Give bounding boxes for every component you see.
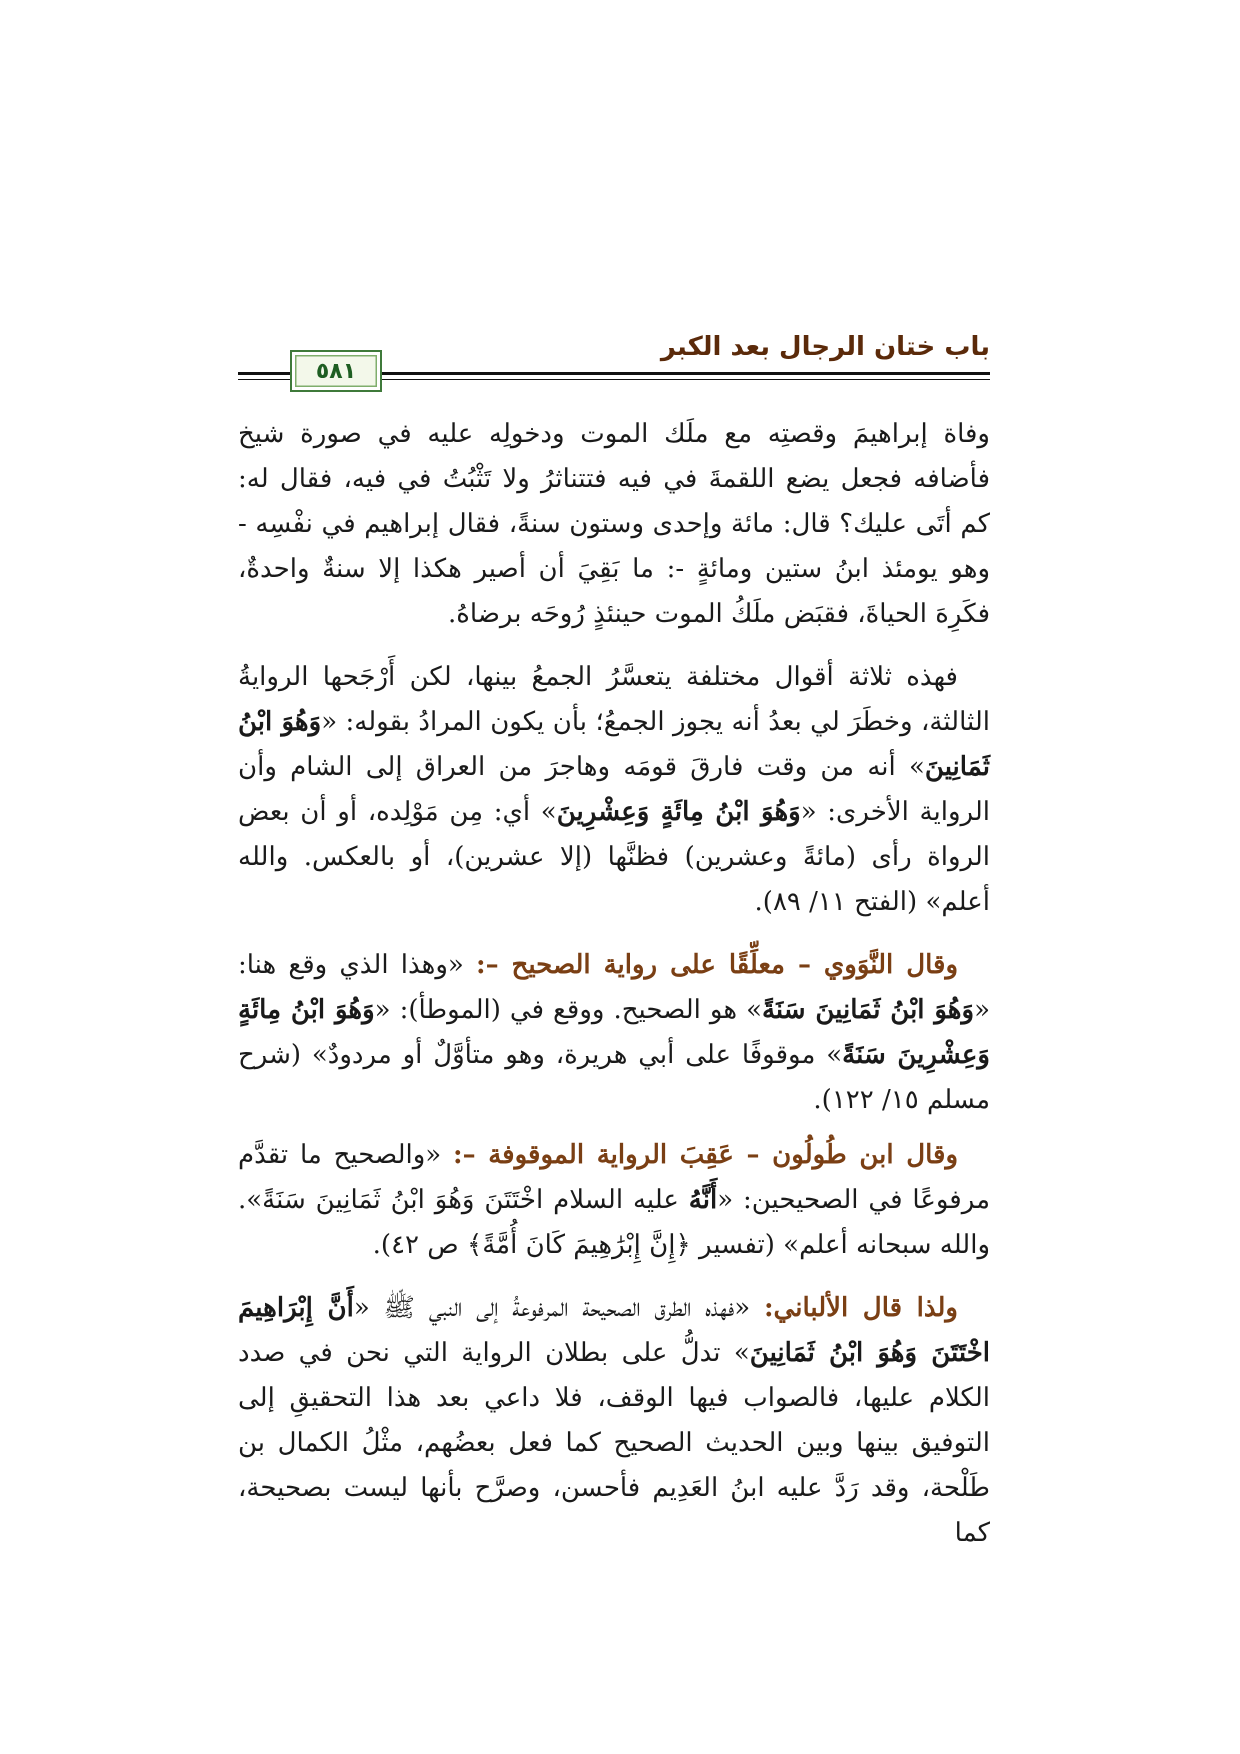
paragraph-2 [238, 655, 990, 925]
albani-heading: ولذا قال الألباني: [763, 1293, 958, 1323]
hadith-quote: أَنَّهُ [688, 1185, 718, 1215]
hadith-quote: وَهُوَ ابْنُ مِائَةٍ وَعِشْرِينَ [556, 797, 801, 827]
paragraph-4-text-2: عليه السلام اخْتَتَنَ وَهُوَ ابْنُ ثَمَانِينَ سَنَةً». والله سبحانه أعلم» (تفسير ﴿إِنَّ إِبْرَٰهِيمَ كَانَ أُمَّةً﴾ ص ٤٢). [238, 1185, 990, 1260]
chapter-title: باب ختان الرجال بعد الكبر [660, 332, 990, 362]
paragraph-1: وفاة إبراهيمَ وقصتِه مع ملَك الموت ودخولِه عليه في صورة شيخ فأضافه فجعل يضع اللقمةَ في فيه فتتناثرُ ولا تَثْبُتُ في فيه، فقال له: كم أتَى عليك؟ قال: مائة وإحدى وستون سنةً، فقال إبراهيم في نفْسِه - وهو يومئذ ابنُ ستين ومائةٍ -: ما بَقِيَ أن أصير هكذا إلا سنةٌ واحدةٌ، فكَرِهَ الحياةَ، فقبَض ملَكُ الموت حينئذٍ رُوحَه برضاهُ. [238, 419, 990, 629]
hadith-quote: وَهُوَ ابْنُ ثَمَانِينَ [238, 707, 990, 782]
page-body [238, 412, 990, 1556]
paragraph-5-text-2: » تدلُّ على بطلان الرواية التي نحن في صدد الكلام عليها، فالصواب فيها الوقف، فلا داعي بعد هذا التحقيقِ إلى التوفيق بينها وبين الحديث الصحيح كما فعل بعضُهم، مثْلُ الكمال بن طَلْحة، وقد رَدَّ عليه ابنُ العَدِيم فأحسن، وصرَّح بأنها ليست بصحيحة، كما [238, 1338, 990, 1548]
hadith-quote: وَهُوَ ابْنُ مِائَةٍ وَعِشْرِينَ سَنَةً [238, 995, 990, 1070]
page-number: ٥٨١ [315, 358, 357, 384]
paragraph-3-text-2: » هو الصحيح. ووقع في (الموطأ): « [374, 995, 762, 1025]
paragraph-2-text-2: » أنه من وقت فارقَ قومَه وهاجرَ من العراق إلى الشام وأن الرواية الأخرى: « [238, 752, 991, 827]
paragraph-5-text-1: «فهذه الطرق الصحيحة المرفوعةُ إلى النبي ﷺ « [353, 1293, 764, 1323]
page-number-badge [290, 350, 382, 392]
hadith-quote: وَهُوَ ابْنُ ثَمَانِينَ سَنَةً [761, 995, 975, 1025]
paragraph-3-text-3: » موقوفًا على أبي هريرة، وهو متأوَّلٌ أو مردودٌ» (شرح مسلم ١٥/ ١٢٢). [238, 1040, 990, 1115]
nawawi-heading: وقال النَّوَوي – معلِّقًا على رواية الصحيح –: [475, 950, 958, 980]
paragraph-4-text-1: «والصحيح ما تقدَّم مرفوعًا في الصحيحين: « [238, 1140, 990, 1215]
paragraph-3-text-1: «وهذا الذي وقع هنا: « [238, 950, 990, 1025]
paragraph-5 [238, 1286, 990, 1556]
paragraph-2-text-3: » أي: مِن مَوْلِده، أو أن بعض الرواة رأى (مائةً وعشرين) فظنَّها (إلا عشرين)، أو بالعكس. والله أعلم» (الفتح ١١/ ٨٩). [238, 797, 990, 917]
paragraph-2-text-1: فهذه ثلاثة أقوال مختلفة يتعسَّرُ الجمعُ بينها، لكن أَرْجَحها الروايةُ الثالثة، وخطَرَ لي بعدُ أنه يجوز الجمعُ؛ بأن يكون المرادُ بقوله: « [238, 662, 990, 737]
paragraph-4 [238, 1133, 990, 1268]
paragraph-3 [238, 943, 990, 1123]
page-header [238, 330, 990, 390]
hadith-quote: أَنَّ إِبْرَاهِيمَ اخْتَتَنَ وَهُوَ ابْنُ ثَمَانِينَ [238, 1293, 990, 1368]
ibn-tulun-heading: وقال ابن طُولُون – عَقِبَ الرواية الموقوفة –: [453, 1140, 959, 1170]
